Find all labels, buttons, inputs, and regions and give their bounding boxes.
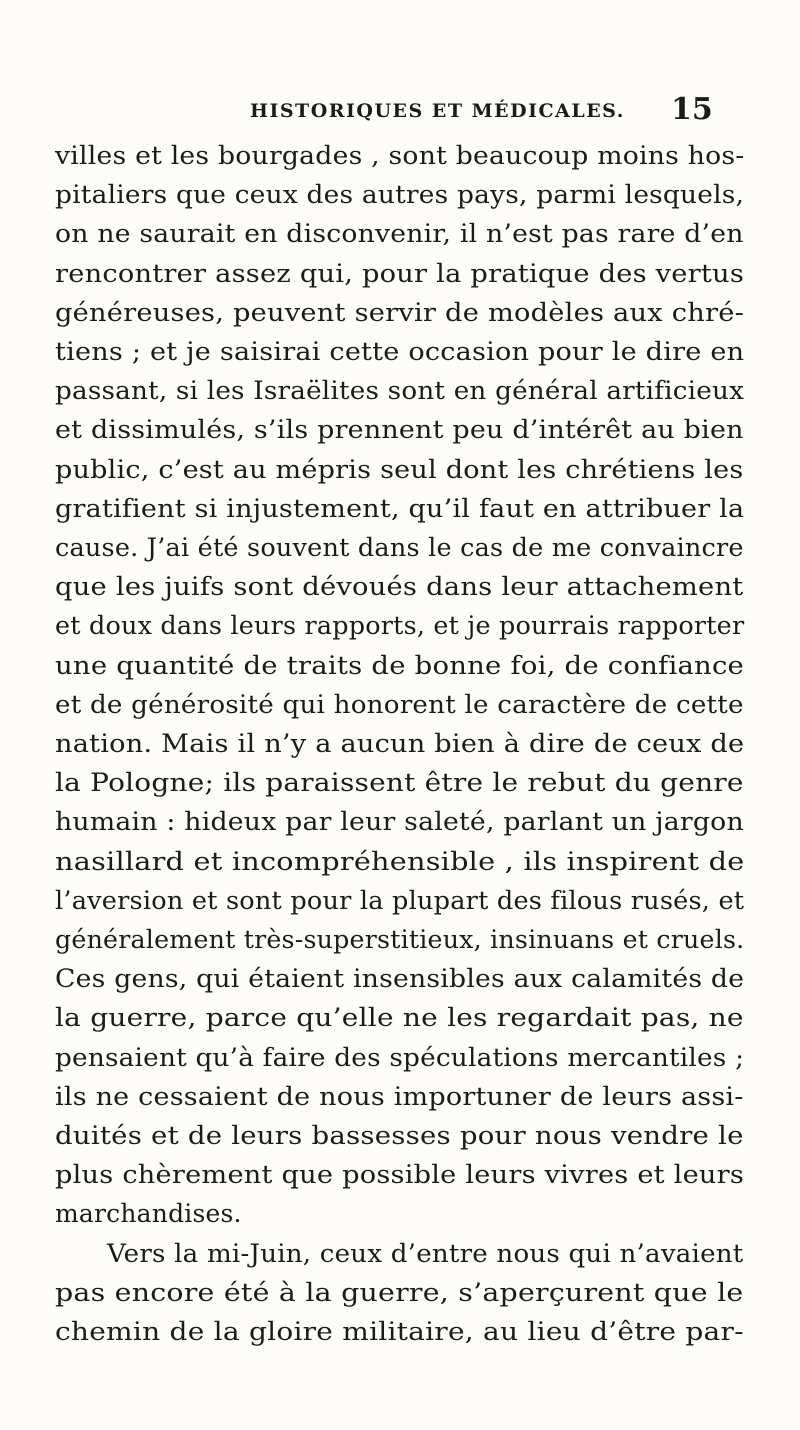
text-line: la guerre, parce qu’elle ne les regardait pas, ne <box>55 1003 744 1033</box>
text-line: généralement très-superstitieux, insinuans et cruels. <box>55 925 745 954</box>
text-line: marchandises. <box>55 1199 242 1229</box>
text-line: l’aversion et sont pour la plupart des filous rusés, et <box>55 885 745 915</box>
text-line: et doux dans leurs rapports, et je pourrais rapporter <box>55 611 745 641</box>
text-line: que les juifs sont dévoués dans leur attachement <box>55 572 744 602</box>
text-line: rencontrer assez qui, pour la pratique des vertus <box>55 258 745 288</box>
text-line: Vers la mi-Juin, ceux d’entre nous qui n’avaient <box>107 1238 744 1268</box>
text-line: une quantité de traits de bonne foi, de confiance <box>55 650 745 680</box>
text-line: plus chèrement que possible leurs vivres et leurs <box>55 1160 745 1190</box>
text-line: duités et de leurs bassesses pour nous vendre le <box>55 1121 744 1150</box>
text-line: ils ne cessaient de nous importuner de leurs assi- <box>55 1081 744 1111</box>
text-line: humain : hideux par leur saleté, parlant un jargon <box>55 807 744 837</box>
text-line: villes et les bourgades , sont beaucoup moins hos- <box>55 141 745 170</box>
text-line: nasillard et incompréhensible , ils inspirent de <box>55 846 745 876</box>
page-number: 15 <box>671 92 713 127</box>
text-line: et dissimulés, s’ils prennent peu d’intérêt au bien <box>55 415 744 445</box>
text-line: et de générosité qui honorent le caractère de cette <box>55 689 744 719</box>
text-line: on ne saurait en disconvenir, il n’est pas rare d’en <box>55 219 744 249</box>
text-line: nation. Mais il n’y a aucun bien à dire de ceux de <box>55 729 745 758</box>
running-head <box>0 92 800 132</box>
text-line: Ces gens, qui étaient insensibles aux calamités de <box>55 964 745 994</box>
text-line: pas encore été à la guerre, s’aperçurent que le <box>55 1277 744 1307</box>
text-line: passant, si les Israëlites sont en général artificieux <box>55 376 745 406</box>
text-line: généreuses, peuvent servir de modèles aux chré- <box>55 297 745 327</box>
text-line: la Pologne; ils paraissent être le rebut du genre <box>55 768 744 798</box>
text-line: gratifient si injustement, qu’il faut en attribuer la <box>55 493 745 523</box>
text-line: tiens ; et je saisirai cette occasion pour le dire en <box>55 337 745 366</box>
text-line: public, c’est au mépris seul dont les chrétiens les <box>55 454 744 484</box>
text-line: chemin de la gloire militaire, au lieu d’être par- <box>55 1317 744 1346</box>
text-line: cause. J’ai été souvent dans le cas de me convaincre <box>55 533 744 562</box>
text-line: pensaient qu’à faire des spéculations mercantiles ; <box>55 1042 745 1072</box>
running-head-title: HISTORIQUES ET MÉDICALES. <box>250 100 625 122</box>
text-line: pitaliers que ceux des autres pays, parmi lesquels, <box>55 180 745 210</box>
